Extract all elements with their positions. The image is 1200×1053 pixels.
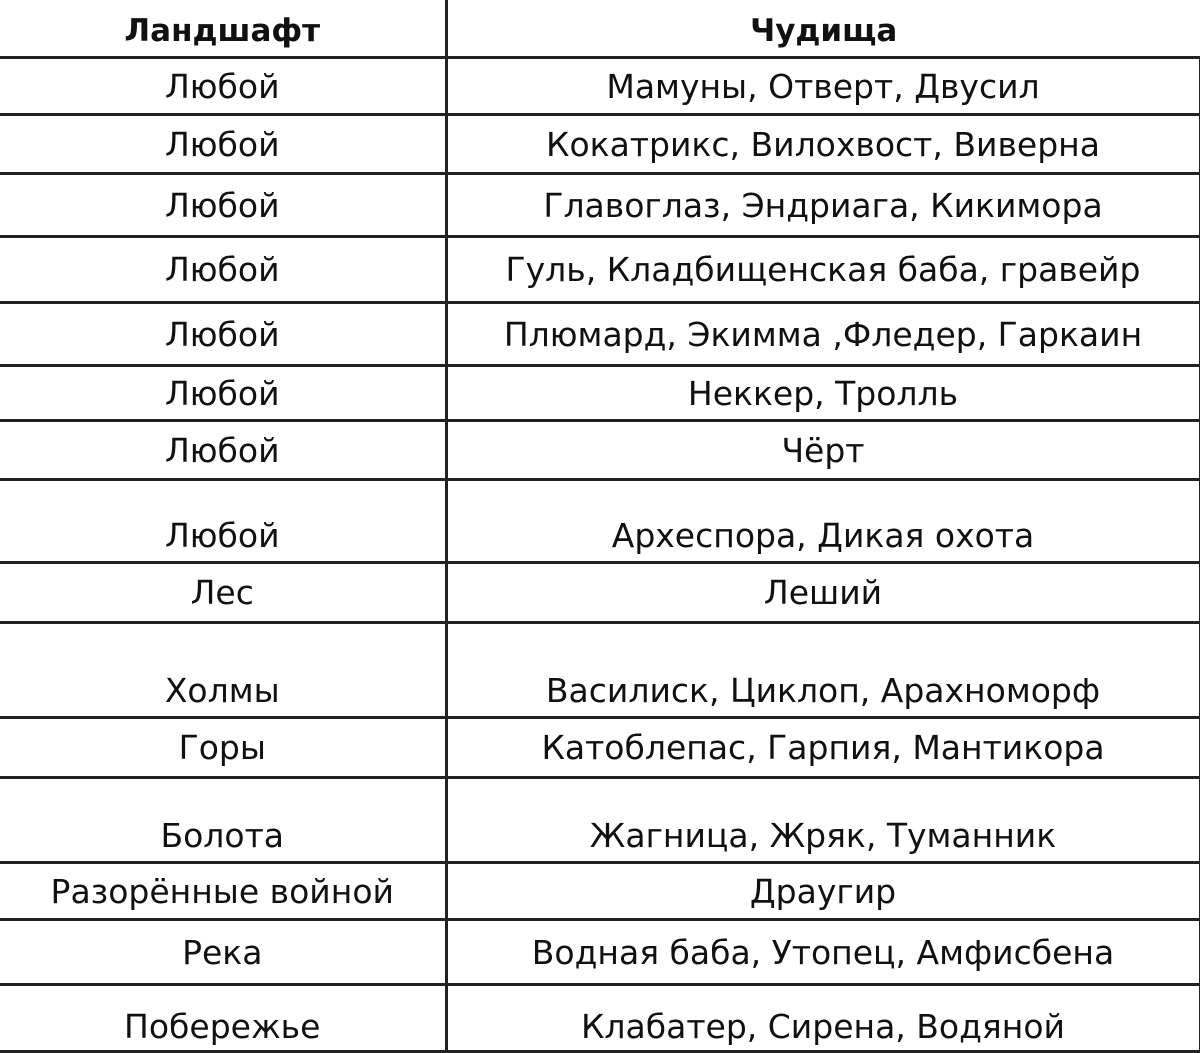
table-row: [0, 303, 1200, 366]
monsters-cell: Кокатрикс, Вилохвост, Виверна: [446, 115, 1200, 174]
monsters-cell: Жагница, Жряк, Туманник: [446, 778, 1200, 863]
monsters-cell: Неккер, Тролль: [446, 366, 1200, 421]
monsters-cell: Катоблепас, Гарпия, Мантикора: [446, 718, 1200, 778]
landscape-cell: Побережье: [0, 985, 446, 1052]
landscape-cell: Разорённые войной: [0, 863, 446, 920]
table-row: [0, 421, 1200, 480]
landscape-cell: Любой: [0, 115, 446, 174]
monsters-cell: Леший: [446, 563, 1200, 623]
table-row: [0, 480, 1200, 563]
table-row: [0, 863, 1200, 920]
header-landscape: Ландшафт: [0, 0, 446, 58]
landscape-cell: Любой: [0, 174, 446, 237]
monsters-cell: Клабатер, Сирена, Водяной: [446, 985, 1200, 1052]
header-monsters: Чудища: [446, 0, 1200, 58]
table-row: [0, 58, 1200, 115]
table-row: [0, 778, 1200, 863]
table-row: [0, 985, 1200, 1052]
table-row: [0, 366, 1200, 421]
monsters-cell: Главоглаз, Эндриага, Кикимора: [446, 174, 1200, 237]
monsters-cell: Гуль, Кладбищенская баба, гравейр: [446, 237, 1200, 303]
table-row: [0, 920, 1200, 985]
table-row: [0, 115, 1200, 174]
table-row: [0, 623, 1200, 718]
landscape-cell: Любой: [0, 421, 446, 480]
monsters-cell: Василиск, Циклоп, Арахноморф: [446, 623, 1200, 718]
landscape-cell: Любой: [0, 480, 446, 563]
table-row: [0, 563, 1200, 623]
monsters-cell: Драугир: [446, 863, 1200, 920]
monsters-cell: Плюмард, Экимма ,Фледер, Гаркаин: [446, 303, 1200, 366]
table-row: [0, 237, 1200, 303]
landscape-cell: Лес: [0, 563, 446, 623]
monsters-cell: Водная баба, Утопец, Амфисбена: [446, 920, 1200, 985]
table-row: [0, 174, 1200, 237]
landscape-cell: Горы: [0, 718, 446, 778]
table-header-row: [0, 0, 1200, 58]
landscape-cell: Болота: [0, 778, 446, 863]
table-row: [0, 718, 1200, 778]
landscape-cell: Любой: [0, 366, 446, 421]
landscape-cell: Любой: [0, 237, 446, 303]
monsters-cell: Чёрт: [446, 421, 1200, 480]
landscape-cell: Любой: [0, 58, 446, 115]
landscape-cell: Любой: [0, 303, 446, 366]
monsters-cell: Мамуны, Отверт, Двусил: [446, 58, 1200, 115]
landscape-cell: Холмы: [0, 623, 446, 718]
monsters-cell: Археспора, Дикая охота: [446, 480, 1200, 563]
landscape-cell: Река: [0, 920, 446, 985]
